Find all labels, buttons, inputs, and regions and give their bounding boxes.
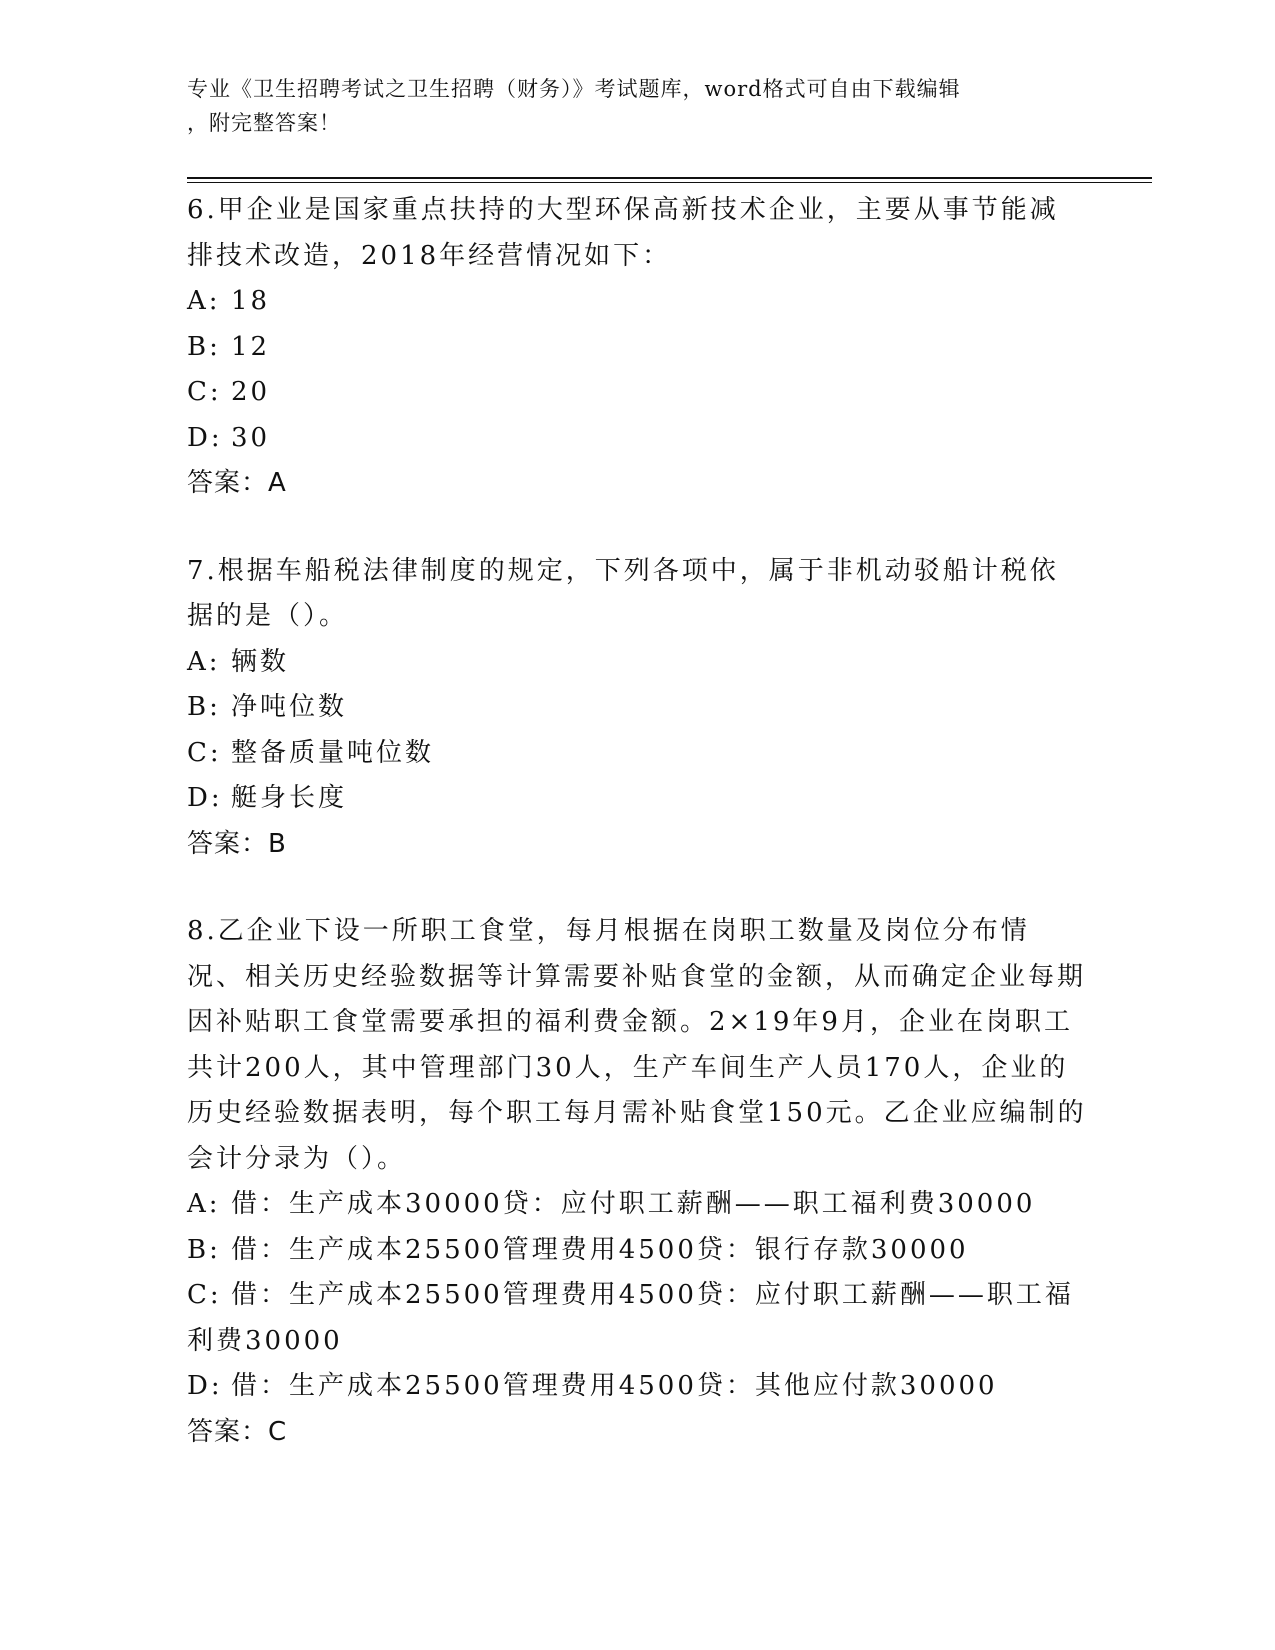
option-letter: C: — [187, 737, 222, 768]
option-text: 借：生产成本25500管理费用4500贷：应付职工薪酬——职工福利费30000 — [187, 1280, 1074, 1356]
question-8 — [187, 909, 1087, 1455]
option-letter: A: — [187, 286, 221, 316]
option-text: 整备质量吨位数 — [231, 737, 435, 768]
option-text: 借：生产成本30000贷：应付职工薪酬——职工福利费30000 — [231, 1189, 1036, 1219]
answer-label: 答案：A — [187, 468, 287, 498]
option-a — [187, 279, 1087, 325]
option-d — [187, 416, 1087, 462]
option-c — [187, 370, 1087, 416]
answer-label: 答案：C — [187, 1416, 288, 1447]
option-c — [187, 731, 1087, 777]
option-letter: A: — [187, 646, 221, 677]
question-7 — [187, 549, 1087, 868]
option-d — [187, 776, 1087, 822]
option-b — [187, 325, 1087, 371]
option-text: 借：生产成本25500管理费用4500贷：银行存款30000 — [231, 1234, 969, 1265]
question-list — [187, 188, 1087, 1497]
option-letter: C: — [187, 1280, 222, 1310]
option-text: 净吨位数 — [231, 692, 348, 722]
answer-label: 答案：B — [187, 828, 287, 859]
option-c — [187, 1273, 1087, 1364]
option-text: 30 — [231, 422, 271, 453]
option-text: 20 — [231, 377, 271, 407]
header-line-2: ，附完整答案！ — [187, 111, 341, 135]
option-letter: B: — [187, 692, 221, 722]
option-letter: B: — [187, 331, 221, 362]
option-letter: C: — [187, 377, 222, 407]
option-a — [187, 640, 1087, 686]
option-b — [187, 685, 1087, 731]
option-b — [187, 1228, 1087, 1274]
option-d — [187, 1364, 1087, 1410]
option-letter: D: — [187, 1371, 223, 1401]
option-letter: D: — [187, 783, 223, 813]
option-letter: D: — [187, 422, 223, 453]
question-6 — [187, 188, 1087, 507]
question-text: 6.甲企业是国家重点扶持的大型环保高新技术企业，主要从事节能减排技术改造，2018年经营情况如下： — [187, 195, 1059, 271]
option-text: 辆数 — [231, 646, 290, 677]
option-text: 12 — [231, 331, 271, 362]
option-letter: A: — [187, 1189, 221, 1219]
question-text: 8.乙企业下设一所职工食堂，每月根据在岗职工数量及岗位分布情况、相关历史经验数据等计算需要补贴食堂的金额，从而确定企业每期因补贴职工食堂需要承担的福利费金额。2×19年9月，企业在岗职工共计200人，其中管理部门30人，生产车间生产人员170人，企业的历史经验数据表明，每个职工每月需补贴食堂150元。乙企业应编制的会计分录为（）。 — [187, 916, 1087, 1174]
header-line-1: 专业《卫生招聘考试之卫生招聘（财务）》考试题库，word格式可自由下载编辑 — [187, 77, 961, 101]
option-text: 18 — [231, 286, 271, 316]
option-letter: B: — [187, 1234, 221, 1265]
document-header — [187, 72, 1067, 140]
option-text: 艇身长度 — [231, 783, 348, 813]
header-rule-thick — [187, 177, 1152, 179]
option-a — [187, 1182, 1087, 1228]
question-text: 7.根据车船税法律制度的规定，下列各项中，属于非机动驳船计税依据的是（）。 — [187, 555, 1059, 631]
header-rule-thin — [187, 182, 1152, 183]
option-text: 借：生产成本25500管理费用4500贷：其他应付款30000 — [231, 1371, 998, 1401]
